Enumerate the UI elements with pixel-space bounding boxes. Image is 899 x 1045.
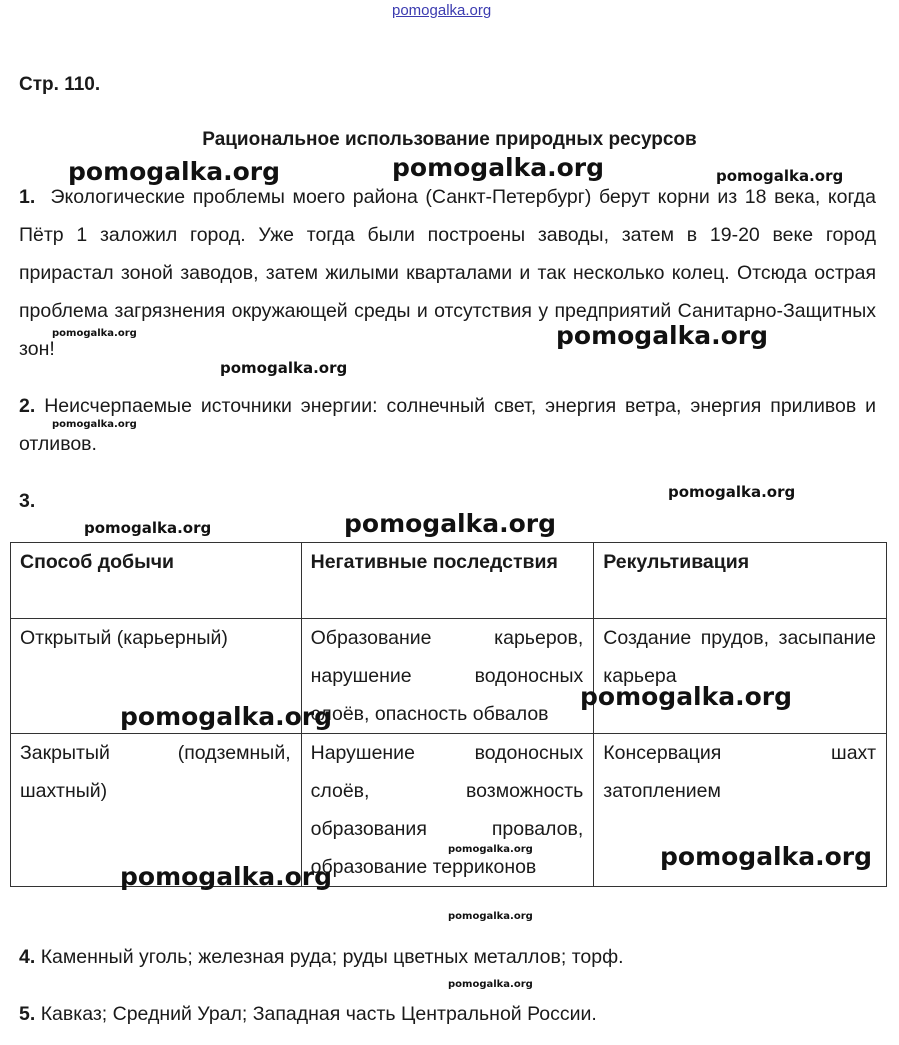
answer-1-text: Экологические проблемы моего района (Санкт-Петербург) берут корни из 18 века, когда Пётр 1 заложил город. Уже тогда были построены заводы, затем в 19-20 веке город прирастал зоной заводов, затем жилыми кварталами и так несколько колец. Отсюда острая проблема загрязнения окружающей среды и отсутствия у предприятий Санитарно-Защитных зон! (19, 186, 876, 360)
answer-2 (19, 387, 876, 463)
table-cell: Образование карьеров, нарушение водоносных слоёв, опасность обвалов (301, 619, 594, 734)
table-header-cell: Рекультивация (594, 543, 887, 619)
answer-5 (19, 995, 876, 1033)
answer-3-number: 3. (19, 490, 36, 512)
answer-1-number: 1. (19, 186, 36, 208)
top-site-link[interactable]: pomogalka.org (392, 2, 492, 19)
table-header-cell: Негативные последствия (301, 543, 594, 619)
table-header-row (11, 543, 887, 619)
watermark: pomogalka.org (220, 359, 348, 377)
watermark: pomogalka.org (84, 519, 212, 537)
table-cell: Консервация шахт затоплением (594, 734, 887, 887)
watermark: pomogalka.org (668, 483, 796, 501)
answer-5-number: 5. (19, 1003, 36, 1025)
page-title: Рациональное использование природных ресурсов (202, 129, 697, 150)
watermark: pomogalka.org (660, 842, 873, 871)
watermark: pomogalka.org (448, 911, 533, 922)
watermark: pomogalka.org (344, 509, 557, 538)
watermark: pomogalka.org (52, 328, 137, 339)
watermark: pomogalka.org (556, 321, 769, 350)
table-header-cell: Способ добычи (11, 543, 302, 619)
page-reference: Стр. 110. (19, 74, 101, 95)
answer-5-text: Кавказ; Средний Урал; Западная часть Центральной России. (40, 1003, 597, 1025)
answer-2-text: Неисчерпаемые источники энергии: солнечный свет, энергия ветра, энергия приливов и отливов. (19, 395, 877, 455)
table-cell: Создание прудов, засыпание карьера (594, 619, 887, 734)
answer-4 (19, 938, 876, 976)
watermark: pomogalka.org (120, 702, 333, 731)
watermark: pomogalka.org (392, 153, 605, 182)
watermark: pomogalka.org (68, 157, 281, 186)
answer-2-number: 2. (19, 395, 36, 417)
watermark: pomogalka.org (716, 167, 844, 185)
watermark: pomogalka.org (120, 862, 333, 891)
table-cell: Закрытый (подземный, шахтный) (11, 734, 302, 887)
watermark: pomogalka.org (580, 682, 793, 711)
watermark: pomogalka.org (448, 844, 533, 855)
table-cell: Открытый (карьерный) (11, 619, 302, 734)
answer-4-text: Каменный уголь; железная руда; руды цветных металлов; торф. (40, 946, 624, 968)
table-cell: Нарушение водоносных слоёв, возможность образования провалов, образование терриконов (301, 734, 594, 887)
watermark: pomogalka.org (448, 979, 533, 990)
watermark: pomogalka.org (52, 419, 137, 430)
answer-4-number: 4. (19, 946, 36, 968)
